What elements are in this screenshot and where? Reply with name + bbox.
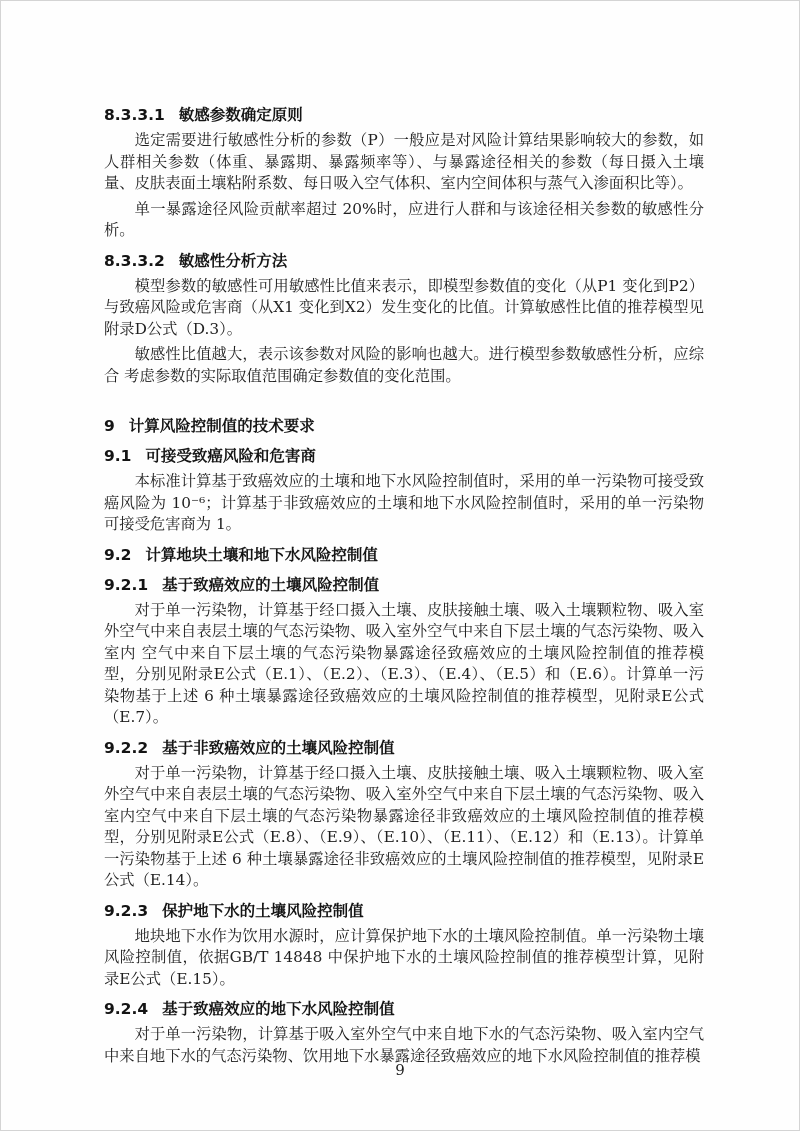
paragraph: 对于单一污染物，计算基于经口摄入土壤、皮肤接触土壤、吸入土壤颗粒物、吸入室外空气中来自表层土壤的气态污染物、吸入室外空气中来自下层土壤的气态污染物、吸入室内空气中来自下层土壤的气态污染物暴露途径非致癌效应的土壤风险控制值的推荐模型，分别见附录E公式（E.8）、（E.9）、（E.10）、（E.11）、（E.12）和（E.13）。计算单一污染物基于上述 6 种土壤暴露途径非致癌效应的土壤风险控制值的推荐模型，见附录E公式（E.14）。: [104, 763, 704, 889]
paragraph: 对于单一污染物，计算基于经口摄入土壤、皮肤接触土壤、吸入土壤颗粒物、吸入室外空气中来自表层土壤的气态污染物、吸入室外空气中来自下层土壤的气态污染物、吸入室内 空气中来自下层土壤的气态污染物暴露途径致癌效应的土壤风险控制值的推荐模型，分别见附录E公式（E.1）、（E.2）、（E.3）、（E.4）、（E.5）和（E.6）。计算单一污染物基于上述 6 种土壤暴露途径致癌效应的土壤风险控制值的推荐模型，见附录E公式（E.7）。: [104, 600, 704, 726]
paragraph: 单一暴露途径风险贡献率超过 20%时，应进行人群和与该途径相关参数的敏感性分析。: [104, 199, 704, 239]
section-title: 敏感性分析方法: [178, 251, 288, 270]
section-number: 9.2.4: [104, 1000, 149, 1018]
section-title: 保护地下水的土壤风险控制值: [162, 901, 364, 920]
paragraph: 敏感性比值越大，表示该参数对风险的影响也越大。进行模型参数敏感性分析，应综合 考虑参数的实际取值范围确定参数值的变化范围。: [104, 345, 704, 385]
paragraph: 对于单一污染物，计算基于吸入室外空气中来自地下水的气态污染物、吸入室内空气中来自地下水的气态污染物、饮用地下水暴露途径致癌效应的地下水风险控制值的推荐模: [104, 1025, 704, 1065]
section-heading-9-1: [104, 445, 704, 467]
section-heading-9-2: [104, 544, 704, 566]
section-number: 9.2.1: [104, 575, 149, 594]
paragraph: 本标准计算基于致癌效应的土壤和地下水风险控制值时，采用的单一污染物可接受致癌风险为 10⁻⁶；计算基于非致癌效应的土壤和地下水风险控制值时，采用的单一污染物可接受危害商为 1。: [104, 472, 704, 533]
section-title: 基于致癌效应的地下水风险控制值: [162, 1000, 395, 1018]
section-heading-9-2-3: [104, 900, 704, 922]
section-title: 计算风险控制值的技术要求: [128, 417, 315, 435]
section-heading-9-2-2: [104, 737, 704, 759]
section-number: 9.1: [104, 447, 132, 465]
page-number: 9: [395, 1061, 405, 1079]
paragraph: 模型参数的敏感性可用敏感性比值来表示，即模型参数值的变化（从P1 变化到P2）与致癌风险或危害商（从X1 变化到X2）发生变化的比值。计算敏感性比值的推荐模型见附录D公式（D.3）。: [104, 276, 704, 338]
section-number: 8.3.3.2: [104, 251, 165, 270]
section-number: 9.2: [104, 545, 132, 564]
section-number: 9: [104, 417, 115, 435]
paragraph: 选定需要进行敏感性分析的参数（P）一般应是对风险计算结果影响较大的参数，如人群相关参数（体重、暴露期、暴露频率等）、与暴露途径相关的参数（每日摄入土壤量、皮肤表面土壤粘附系数、每日吸入空气体积、室内空间体积与蒸气入渗面积比等）。: [104, 131, 704, 192]
section-title: 计算地块土壤和地下水风险控制值: [145, 545, 378, 564]
chapter-heading-9: [104, 415, 704, 437]
section-heading-9-2-1: [104, 574, 704, 596]
section-heading-8-3-3-1: [104, 104, 704, 126]
section-heading-8-3-3-2: [104, 250, 704, 272]
section-number: 9.2.3: [104, 901, 149, 920]
paragraph: 地块地下水作为饮用水源时，应计算保护地下水的土壤风险控制值。单一污染物土壤风险控制值，依据GB/T 14848 中保护地下水的土壤风险控制值的推荐模型计算，见附录E公式（E.15）。: [104, 926, 704, 988]
section-title: 基于非致癌效应的土壤风险控制值: [162, 738, 395, 757]
section-number: 9.2.2: [104, 738, 149, 757]
section-title: 可接受致癌风险和危害商: [145, 447, 316, 465]
section-title: 敏感参数确定原则: [178, 106, 303, 124]
section-number: 8.3.3.1: [104, 106, 165, 124]
section-title: 基于致癌效应的土壤风险控制值: [162, 575, 380, 594]
section-heading-9-2-4: [104, 998, 704, 1020]
